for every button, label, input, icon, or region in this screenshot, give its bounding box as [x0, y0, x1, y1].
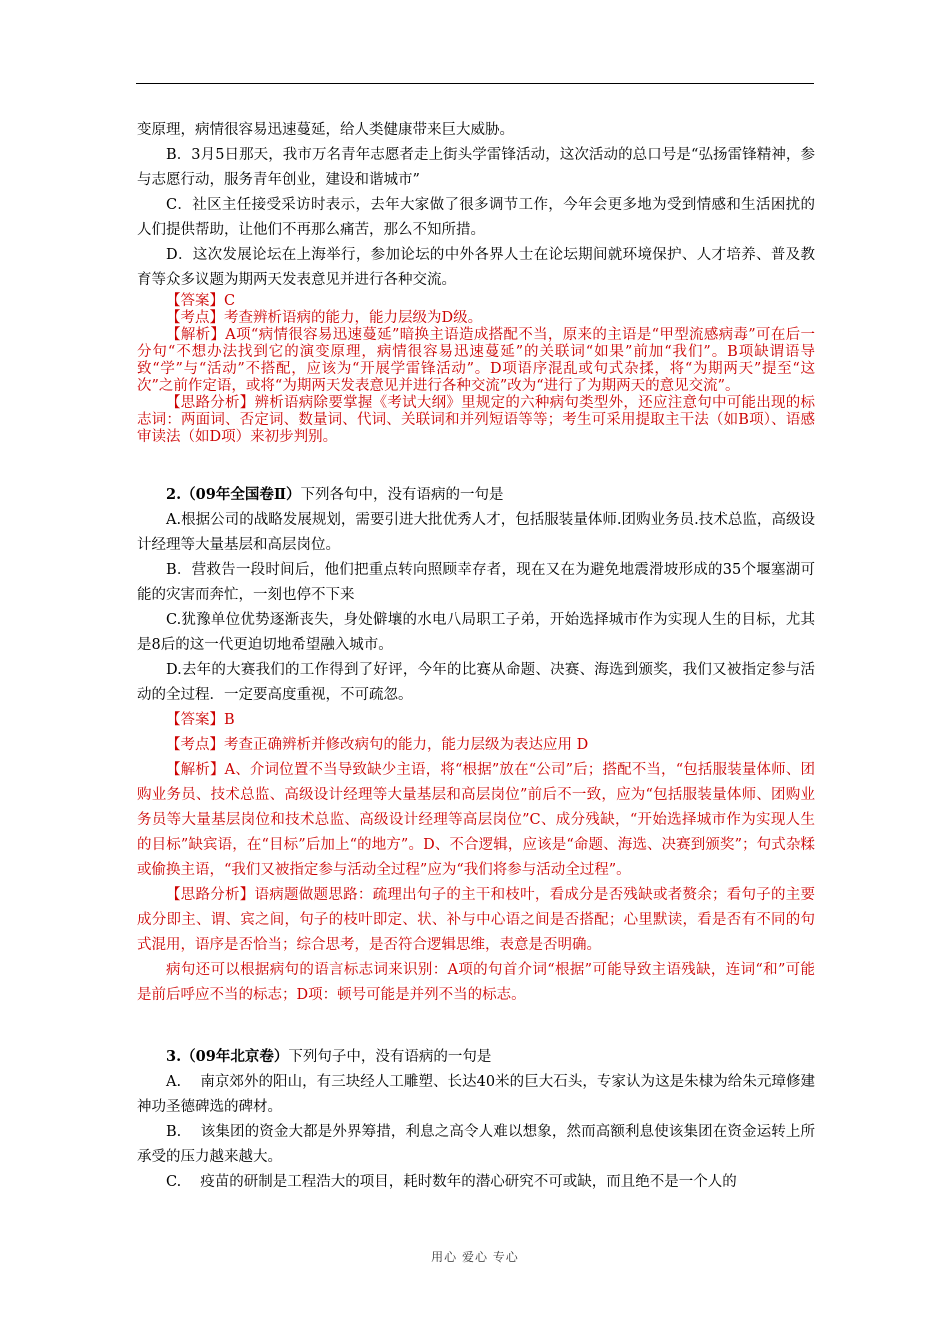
q2-option-c: C.犹豫单位优势逐渐丧失，身处僻壤的水电八局职工子弟，开始选择城市作为实现人生的目标，尤其是8后的这一代更迫切地希望融入城市。: [137, 612, 815, 653]
q2-stem: 下列各句中，没有语病的一句是: [300, 487, 504, 503]
q1-option-c: C．社区主任接受采访时表示，去年大家做了很多调节工作，今年会更多地为受到情感和生活困扰的人们提供帮助，让他们不再那么痛苦，那么不知所措。: [137, 197, 815, 238]
q1-option-d: D．这次发展论坛在上海举行，参加论坛的中外各界人士在论坛期间就环境保护、人才培养、普及教育等众多议题为期两天发表意见并进行各种交流。: [137, 247, 815, 288]
q1-point: 【考点】考查辨析语病的能力，能力层级为D级。: [166, 310, 483, 326]
q2-option-b: B．营救告一段时间后，他们把重点转向照顾幸存者，现在又在为避免地震滑坡形成的35个堰塞湖可能的灾害而奔忙，一刻也停不下来: [137, 562, 815, 603]
q1-continuation: 变原理，病情很容易迅速蔓延，给人类健康带来巨大威胁。: [137, 122, 514, 138]
q2-point: 【考点】考查正确辨析并修改病句的能力，能力层级为表达应用 D: [166, 737, 589, 753]
q2-analysis: 【解析】A、介词位置不当导致缺少主语，将“根据”放在“公司”后；搭配不当，“包括服装量体师、团购业务员、技术总监、高级设计经理等大量基层和高层岗位”前后不一致，应为“包括服装量体师、团购业务员等大量基层岗位和技术总监、高级设计经理等高层岗位”C、成分残缺，“开始选择城市作为实现人生的目标”缺宾语，在“目标”后加上“的地方”。D、不合逻辑，应该是“命题、海选、决赛到颁奖”；句式杂糅或偷换主语，“我们又被指定参与活动全过程”应为“我们将参与活动全过程”。: [137, 762, 815, 878]
q3-option-b: B. 该集团的资金大都是外界筹措，利息之高令人难以想象，然而高额利息使该集团在资金运转上所承受的压力越来越大。: [137, 1124, 815, 1165]
q2-thinking: 【思路分析】语病题做题思路：疏理出句子的主干和枝叶，看成分是否残缺或者赘余；看句子的主要成分即主、谓、宾之间，句子的枝叶即定、状、补与中心语之间是否搭配；心里默读，看是否有不同的句式混用，语序是否恰当；综合思考，是否符合逻辑思维，表意是否明确。: [137, 887, 815, 953]
q3-stem: 下列句子中，没有语病的一句是: [288, 1049, 492, 1065]
q2-number: 2.（09年全国卷Ⅱ）: [166, 486, 301, 503]
q3-option-a: A. 南京郊外的阳山，有三块经人工雕塑、长达40米的巨大石头，专家认为这是朱棣为给朱元璋修建神功圣德碑选的碑材。: [137, 1074, 815, 1115]
header-rule: [136, 83, 814, 84]
q2-option-a: A.根据公司的战略发展规划，需要引进大批优秀人才，包括服装量体师.团购业务员.技术总监，高级设计经理等大量基层和高层岗位。: [137, 512, 815, 553]
q1-answer: 【答案】C: [166, 293, 236, 309]
q2-option-d: D.去年的大赛我们的工作得到了好评，今年的比赛从命题、决赛、海选到颁奖，我们又被指定参与活动的全过程．一定要高度重视，不可疏忽。: [137, 662, 815, 703]
q1-thinking: 【思路分析】辨析语病除要掌握《考试大纲》里规定的六种病句类型外，还应注意句中可能出现的标志词：两面词、否定词、数量词、代词、关联词和并列短语等等；考生可采用提取主干法（如B项）、语感审读法（如D项）来初步判别。: [137, 395, 815, 445]
spacer: [137, 446, 815, 482]
q1-analysis: 【解析】A项“病情很容易迅速蔓延”暗换主语造成搭配不当，原来的主语是“甲型流感病毒”可在后一分句“不想办法找到它的演变原理，病情很容易迅速蔓延”的关联词“如果”前加“我们”。B项缺谓语导致“学”与“活动”不搭配，应该为“开展学雷锋活动”。D项语序混乱或句式杂揉，将“为期两天”提至“这次”之前作定语，或将“为期两天发表意见并进行各种交流”改为“进行了为期两天的意见交流”。: [137, 327, 815, 394]
page-body: [137, 118, 815, 1195]
q1-option-b: B．3月5日那天，我市万名青年志愿者走上街头学雷锋活动，这次活动的总口号是“弘扬雷锋精神，参与志愿行动，服务青年创业，建设和谐城市”: [137, 147, 815, 188]
q3-number: 3.（09年北京卷）: [166, 1048, 289, 1065]
q2-extra: 病句还可以根据病句的语言标志词来识别：A项的句首介词“根据”可能导致主语残缺，连词“和”可能是前后呼应不当的标志；D项：顿号可能是并列不当的标志。: [137, 962, 815, 1003]
q2-heading: [137, 482, 815, 508]
spacer: [137, 1008, 815, 1044]
q3-option-c: C. 疫苗的研制是工程浩大的项目，耗时数年的潜心研究不可或缺，而且绝不是一个人的: [166, 1174, 737, 1190]
page-footer: 用心 爱心 专心: [431, 1250, 519, 1264]
q3-heading: [137, 1044, 815, 1070]
q2-answer: 【答案】B: [166, 712, 235, 728]
